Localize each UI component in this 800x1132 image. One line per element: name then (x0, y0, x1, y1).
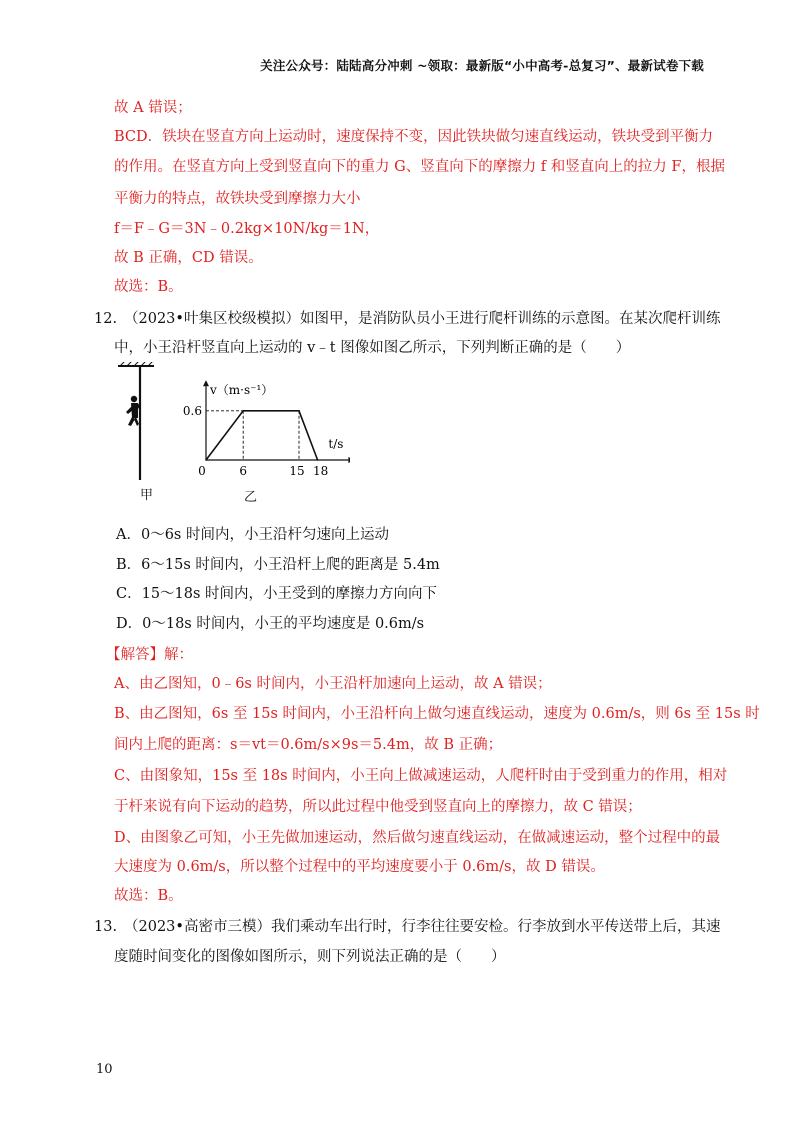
option-c: C．15～18s 时间内，小王受到的摩擦力方向向下 (116, 586, 438, 602)
option-d: D．0～18s 时间内，小王的平均速度是 0.6m/s (116, 616, 425, 632)
solution-choice: 故选：B。 (114, 888, 183, 904)
y-axis-arrow (203, 380, 209, 386)
answer-conclusion: 故 B 正确，CD 错误。 (114, 250, 263, 266)
question-13-stem-line2: 度随时间变化的图像如图所示，则下列说法正确的是（ ） (114, 949, 506, 965)
data-point-2 (298, 410, 300, 412)
solution-header: 【解答】解： (106, 647, 193, 663)
page-number: 10 (96, 1062, 113, 1077)
answer-bcd-line3: 平衡力的特点，故铁块受到摩擦力大小 (114, 191, 361, 207)
answer-formula: f＝F﹣G＝3N﹣0.2kg×10N/kg＝1N， (114, 221, 380, 237)
solution-a: A、由乙图知，0﹣6s 时间内，小王沿杆加速向上运动，故 A 错误； (114, 676, 552, 692)
solution-c-line2: 于杆来说有向下运动的趋势，所以此过程中他受到竖直向上的摩擦力，故 C 错误； (114, 799, 642, 815)
answer-bcd-line1: BCD．铁块在竖直方向上运动时，速度保持不变，因此铁块做匀速直线运动，铁块受到平衡力 (114, 129, 714, 145)
option-a: A．0～6s 时间内，小王沿杆匀速向上运动 (116, 527, 389, 543)
solution-b-line1: B、由乙图知，6s 至 15s 时间内，小王沿杆向上做匀速直线运动，速度为 0.6m/s，则 6s 至 15s 时 (114, 706, 760, 722)
question-12-number: 12. (94, 311, 118, 327)
x-axis-label: t/s (328, 437, 344, 451)
x-tick-6: 6 (239, 464, 248, 478)
option-b: B．6～15s 时间内，小王沿杆上爬的距离是 5.4m (116, 557, 440, 573)
data-point-3 (317, 459, 319, 461)
answer-a-wrong: 故 A 错误； (114, 100, 192, 116)
answer-choice: 故选：B。 (114, 279, 183, 295)
solution-b-line2: 间内上爬的距离：s＝vt＝0.6m/s×9s＝5.4m，故 B 正确； (114, 737, 503, 753)
figure-label-yi: 乙 (244, 490, 258, 505)
x-tick-0: 0 (198, 464, 206, 478)
figure-svg (110, 362, 350, 502)
climber-figure (126, 396, 141, 426)
x-axis-arrow (348, 457, 350, 463)
page-header: 关注公众号：陆陆高分冲刺 ~领取：最新版“小中高考-总复习”、最新试卷下载 (260, 58, 704, 73)
velocity-series-line (206, 411, 318, 460)
x-tick-15: 15 (289, 464, 305, 478)
question-12-stem-line1: （2023•叶集区校级模拟）如图甲，是消防队员小王进行爬杆训练的示意图。在某次爬杆训练 (124, 311, 721, 327)
question-13-number: 13. (94, 919, 118, 935)
question-12-figure (110, 362, 350, 502)
data-point-1 (242, 410, 244, 412)
solution-d-line1: D、由图象乙可知，小王先做加速运动，然后做匀速直线运动，在做减速运动，整个过程中的最 (114, 830, 721, 846)
y-tick-label: 0.6 (182, 403, 202, 418)
answer-bcd-line2: 的作用。在竖直方向上受到竖直向下的重力 G、竖直向下的摩擦力 f 和竖直向上的拉力 F，根据 (114, 159, 725, 175)
data-point-0 (205, 459, 207, 461)
x-tick-labels (198, 464, 328, 478)
y-axis-label: v（m·s⁻¹） (210, 383, 274, 398)
figure-label-jia: 甲 (140, 488, 154, 503)
question-13-stem-line1: （2023•高密市三模）我们乘动车出行时，行李往往要安检。行李放到水平传送带上后，其速 (124, 919, 721, 935)
vt-graph (183, 380, 350, 478)
climber-diagram (118, 362, 154, 480)
x-tick-18: 18 (312, 464, 329, 478)
question-12-stem-line2: 中，小王沿杆竖直向上运动的 v﹣t 图像如图乙所示，下列判断正确的是（ ） (114, 340, 631, 356)
solution-c-line1: C、由图象知，15s 至 18s 时间内，小王向上做减速运动，人爬杆时由于受到重力的作用，相对 (114, 768, 728, 784)
solution-d-line2: 大速度为 0.6m/s，所以整个过程中的平均速度要小于 0.6m/s，故 D 错误。 (114, 859, 605, 875)
